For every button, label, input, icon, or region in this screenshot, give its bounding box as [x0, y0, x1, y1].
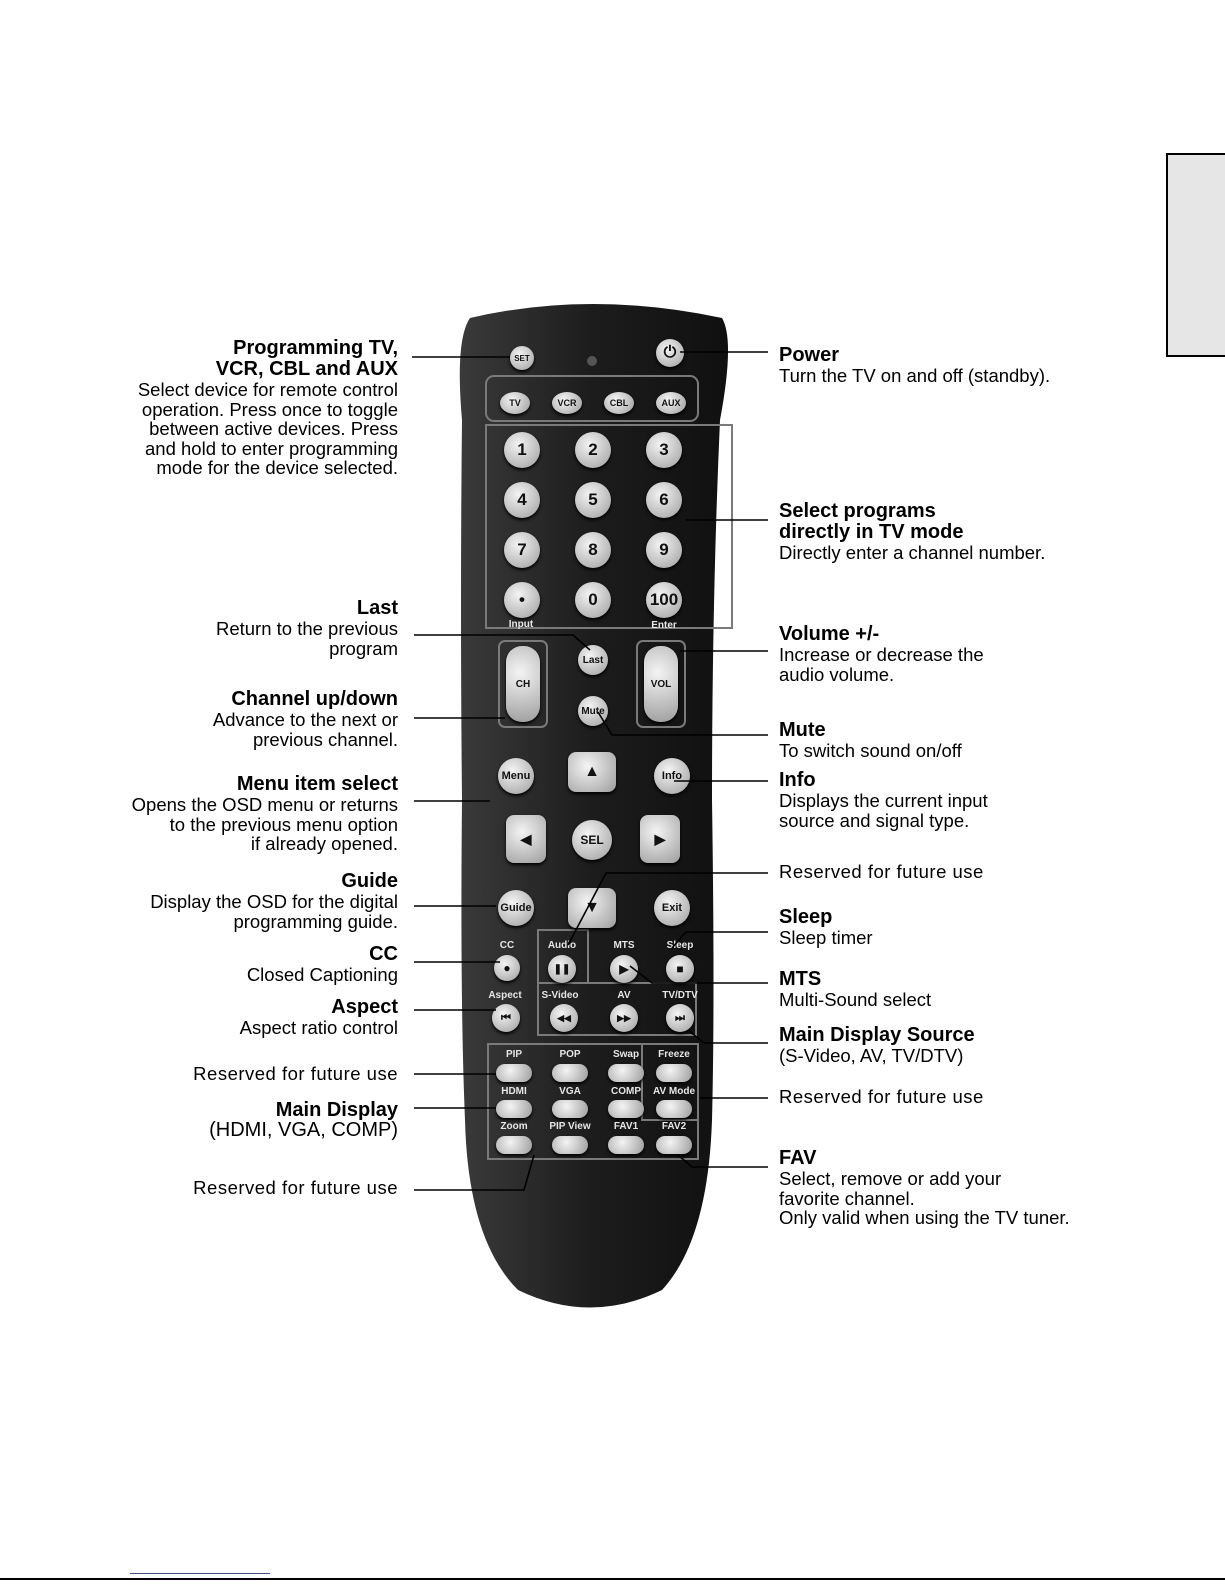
callout-mute: [779, 720, 962, 761]
device-button-cbl[interactable]: CBL: [604, 392, 634, 414]
callout-cc: [247, 944, 398, 985]
callout-aspect: [240, 997, 398, 1038]
row1-label-2: Swap: [612, 1049, 640, 1060]
sleep-button[interactable]: ■: [666, 955, 694, 983]
callout-title: Sleep: [779, 906, 833, 928]
callout-reserved-pip: [193, 1064, 398, 1084]
row2-label-0: HDMI: [501, 1086, 527, 1097]
callout-title: Menu item select: [236, 773, 398, 795]
aspect-button[interactable]: ⏮: [492, 1004, 520, 1032]
menu-button[interactable]: Menu: [498, 758, 534, 794]
callout-title: Main Display: [275, 1099, 398, 1121]
av-label: AV: [617, 990, 631, 1001]
digit-button-7[interactable]: 8: [575, 532, 611, 568]
row2-label-3: AV Mode: [652, 1086, 696, 1097]
callout-title: CC: [369, 943, 398, 965]
row3-label-0: Zoom: [500, 1121, 528, 1132]
tvdtv-button[interactable]: ⏭: [666, 1004, 694, 1032]
digit-button-1[interactable]: 2: [575, 432, 611, 468]
input-label: Input: [508, 619, 534, 630]
enter-label: Enter: [651, 620, 677, 631]
callout-main-source: [779, 1025, 975, 1066]
callout-desc: Increase or decrease the audio volume.: [779, 644, 984, 685]
device-button-vcr[interactable]: VCR: [552, 392, 582, 414]
exit-button[interactable]: Exit: [654, 890, 690, 926]
callout-desc: Opens the OSD menu or returns to the previous menu option if already opened.: [131, 794, 398, 854]
sleep-label: Sleep: [666, 940, 694, 951]
svideo-label: S-Video: [541, 990, 579, 1001]
callout-desc: Reserved for future use: [779, 1086, 984, 1107]
last-button[interactable]: Last: [578, 645, 608, 675]
audio-label: Audio: [547, 940, 577, 951]
callout-info: [779, 770, 988, 830]
sel-button[interactable]: SEL: [572, 820, 612, 860]
row3-label-1: PIP View: [549, 1121, 591, 1132]
digit-button-11[interactable]: 100: [646, 582, 682, 618]
callout-desc: Displays the current input source and signal type.: [779, 790, 988, 831]
row3-label-3: FAV2: [661, 1121, 687, 1132]
callout-desc: Multi-Sound select: [779, 989, 932, 1010]
down-arrow-button[interactable]: ▼: [568, 888, 616, 928]
callout-desc: To switch sound on/off: [779, 740, 962, 761]
digit-button-2[interactable]: 3: [646, 432, 682, 468]
row3-label-2: FAV1: [613, 1121, 639, 1132]
info-button[interactable]: Info: [654, 758, 690, 794]
callout-desc: Sleep timer: [779, 927, 873, 948]
callout-title: Channel up/down: [231, 688, 398, 710]
av-button[interactable]: ▶▶: [610, 1004, 638, 1032]
digit-button-6[interactable]: 7: [504, 532, 540, 568]
digit-button-0[interactable]: 1: [504, 432, 540, 468]
callout-desc: Display the OSD for the digital programming guide.: [150, 891, 398, 932]
channel-rocker[interactable]: CH: [506, 646, 540, 722]
callout-desc: Select, remove or add your favorite channel. Only valid when using the TV tuner.: [779, 1168, 1070, 1228]
callout-desc: Reserved for future use: [193, 1063, 398, 1084]
callout-fav: [779, 1148, 1070, 1228]
callout-desc: Advance to the next or previous channel.: [212, 709, 398, 750]
callout-title: MTS: [779, 968, 822, 990]
callout-reserved-audio: [779, 862, 984, 882]
callout-desc: Reserved for future use: [193, 1177, 398, 1198]
callout-desc: (HDMI, VGA, COMP): [209, 1119, 398, 1141]
callout-volume: [779, 624, 984, 684]
callout-channel: [213, 689, 398, 749]
callout-desc: Return to the previous program: [215, 618, 398, 659]
callout-mts: [779, 969, 931, 1010]
callout-desc: Select device for remote control operation. Press once to toggle between active devices. Press and hold to enter programming mode for the device selected.: [137, 379, 398, 478]
cc-label: CC: [499, 940, 515, 951]
callout-title: Volume +/-: [779, 623, 880, 645]
row2-label-1: VGA: [559, 1086, 581, 1097]
audio-button[interactable]: ❚❚: [548, 955, 576, 983]
callout-reserved-zoom: [193, 1178, 398, 1198]
callout-title: Info: [779, 769, 816, 791]
callout-title: Main Display Source: [779, 1024, 975, 1046]
tvdtv-label: TV/DTV: [662, 990, 698, 1001]
row1-label-0: PIP: [505, 1049, 523, 1060]
row2-label-2: COMP: [611, 1086, 641, 1097]
callout-power: [779, 345, 1050, 386]
mute-button[interactable]: Mute: [578, 696, 608, 726]
footer-rule: [0, 1578, 1225, 1580]
callout-desc: Aspect ratio control: [239, 1017, 398, 1038]
svideo-button[interactable]: ◀◀: [550, 1004, 578, 1032]
callout-title: Last: [356, 597, 398, 619]
guide-button[interactable]: Guide: [498, 890, 534, 926]
callout-desc: (S-Video, AV, TV/DTV): [779, 1045, 964, 1066]
row1-label-1: POP: [559, 1049, 581, 1060]
callout-title: Guide: [341, 870, 398, 892]
callout-title: Mute: [779, 719, 826, 741]
right-arrow-button[interactable]: ▶: [640, 815, 680, 863]
callout-desc: Directly enter a channel number.: [779, 542, 1046, 563]
callout-programming: [138, 338, 398, 478]
digit-button-3[interactable]: 4: [504, 482, 540, 518]
mts-label: MTS: [613, 940, 635, 951]
callout-desc: Turn the TV on and off (standby).: [779, 365, 1051, 386]
callout-desc: Closed Captioning: [246, 964, 398, 985]
callout-desc: Reserved for future use: [779, 861, 984, 882]
digit-button-9[interactable]: •: [504, 582, 540, 618]
callout-select-programs: [779, 501, 1045, 563]
power-button[interactable]: ⏻: [656, 339, 684, 367]
callout-title: Programming TV, VCR, CBL and AUX: [215, 337, 398, 380]
digit-button-8[interactable]: 9: [646, 532, 682, 568]
cc-button[interactable]: ●: [494, 955, 520, 981]
left-arrow-button[interactable]: ◀: [506, 815, 546, 863]
callout-title: FAV: [779, 1147, 817, 1169]
mts-button[interactable]: ▶: [610, 955, 638, 983]
aspect-label: Aspect: [488, 990, 522, 1001]
callout-main-display: [209, 1100, 398, 1141]
digit-button-10[interactable]: 0: [575, 582, 611, 618]
callout-reserved-freeze: [779, 1087, 984, 1107]
callout-sleep: [779, 907, 873, 948]
digit-button-4[interactable]: 5: [575, 482, 611, 518]
set-button[interactable]: SET: [510, 346, 534, 370]
volume-rocker[interactable]: VOL: [644, 646, 678, 722]
callout-title: Select programs directly in TV mode: [779, 500, 964, 543]
row1-label-3: Freeze: [658, 1049, 690, 1060]
digit-button-5[interactable]: 6: [646, 482, 682, 518]
device-button-tv[interactable]: TV: [500, 392, 530, 414]
device-button-aux[interactable]: AUX: [656, 392, 686, 414]
footer-link-underline: [130, 1573, 270, 1574]
up-arrow-button[interactable]: ▲: [568, 752, 616, 792]
callout-last: [216, 598, 398, 658]
callout-guide: [150, 871, 398, 931]
callout-title: Aspect: [331, 996, 398, 1018]
callout-menu: [132, 774, 398, 854]
callout-title: Power: [779, 344, 840, 366]
